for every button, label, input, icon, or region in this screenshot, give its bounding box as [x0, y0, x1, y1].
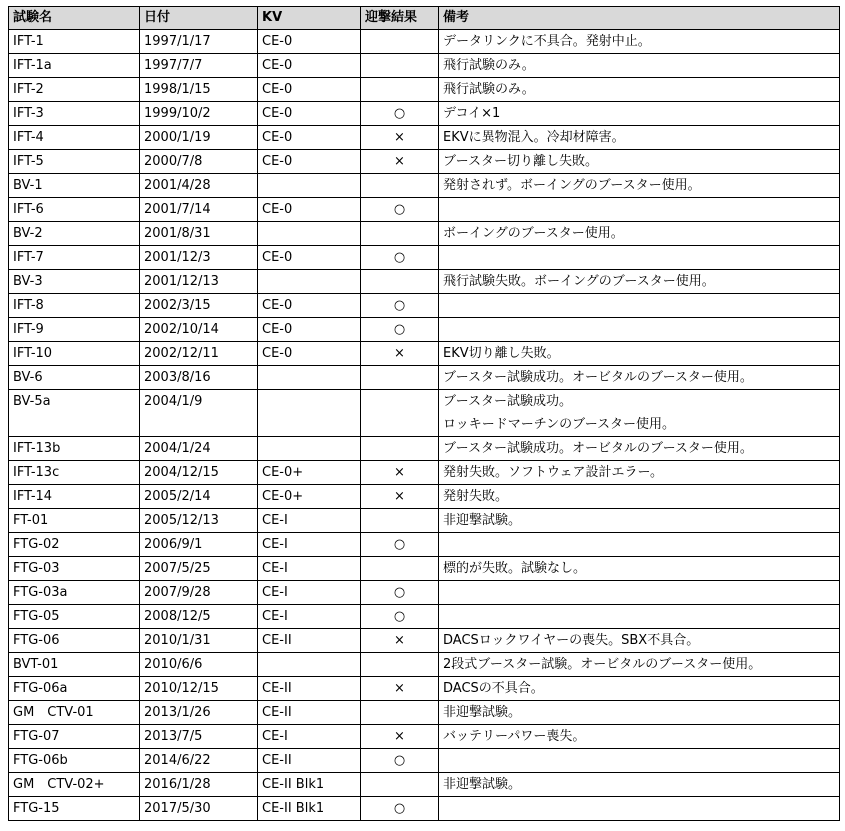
- notes-line: DACSの不具合。: [443, 681, 544, 696]
- intercept-result-cell: [361, 437, 439, 461]
- date-cell: 2001/12/3: [140, 246, 258, 270]
- test-name-cell: GM CTV-02+: [9, 773, 140, 797]
- notes-cell: [439, 797, 840, 821]
- notes-line: ロッキードマーチンのブースター使用。: [443, 417, 676, 432]
- intercept-result-cell: ×: [361, 677, 439, 701]
- test-name-cell: IFT-2: [9, 78, 140, 102]
- intercept-result-cell: ×: [361, 485, 439, 509]
- date-cell: 1997/7/7: [140, 54, 258, 78]
- date-cell: 2002/10/14: [140, 318, 258, 342]
- notes-cell: [439, 294, 840, 318]
- date-cell: 2001/8/31: [140, 222, 258, 246]
- date-cell: 1997/1/17: [140, 30, 258, 54]
- notes-cell: [439, 54, 840, 78]
- date-cell: 2008/12/5: [140, 605, 258, 629]
- kv-cell: CE-I: [258, 581, 361, 605]
- intercept-result-cell: ×: [361, 725, 439, 749]
- test-name-cell: FTG-02: [9, 533, 140, 557]
- notes-cell: [439, 102, 840, 126]
- notes-line: バッテリーパワー喪失。: [443, 729, 586, 744]
- notes-cell: [439, 174, 840, 198]
- intercept-result-cell: [361, 366, 439, 390]
- kv-cell: CE-II: [258, 701, 361, 725]
- intercept-result-cell: ×: [361, 342, 439, 366]
- table-row: [9, 557, 840, 581]
- notes-cell: [439, 557, 840, 581]
- table-row: [9, 773, 840, 797]
- table-row: [9, 174, 840, 198]
- table-row: [9, 605, 840, 629]
- kv-cell: CE-0: [258, 102, 361, 126]
- table-row: [9, 533, 840, 557]
- flight-test-table: [8, 6, 840, 821]
- date-cell: 2017/5/30: [140, 797, 258, 821]
- test-name-cell: IFT-10: [9, 342, 140, 366]
- intercept-result-cell: ○: [361, 318, 439, 342]
- test-name-cell: GM CTV-01: [9, 701, 140, 725]
- test-name-cell: BVT-01: [9, 653, 140, 677]
- table-row: [9, 222, 840, 246]
- notes-line: デコイ×1: [443, 106, 501, 121]
- table-row: [9, 485, 840, 509]
- header-date: 日付: [140, 7, 258, 30]
- test-name-cell: IFT-7: [9, 246, 140, 270]
- table-row: [9, 461, 840, 485]
- kv-cell: CE-II: [258, 749, 361, 773]
- kv-cell: [258, 653, 361, 677]
- kv-cell: [258, 174, 361, 198]
- intercept-result-cell: [361, 701, 439, 725]
- intercept-result-cell: [361, 78, 439, 102]
- notes-cell: [439, 437, 840, 461]
- test-name-cell: FTG-07: [9, 725, 140, 749]
- date-cell: 2004/1/9: [140, 390, 258, 437]
- table-row: [9, 725, 840, 749]
- intercept-result-cell: ×: [361, 150, 439, 174]
- notes-cell: [439, 342, 840, 366]
- notes-cell: [439, 677, 840, 701]
- kv-cell: CE-0: [258, 318, 361, 342]
- notes-line: 飛行試験のみ。: [443, 82, 535, 97]
- table-row: [9, 78, 840, 102]
- date-cell: 2004/12/15: [140, 461, 258, 485]
- intercept-result-cell: ○: [361, 198, 439, 222]
- kv-cell: CE-0+: [258, 461, 361, 485]
- kv-cell: CE-0: [258, 294, 361, 318]
- intercept-result-cell: [361, 557, 439, 581]
- test-name-cell: FTG-03a: [9, 581, 140, 605]
- notes-cell: [439, 366, 840, 390]
- intercept-result-cell: [361, 773, 439, 797]
- kv-cell: CE-0: [258, 126, 361, 150]
- intercept-result-cell: ○: [361, 533, 439, 557]
- kv-cell: CE-II Blk1: [258, 797, 361, 821]
- test-name-cell: BV-1: [9, 174, 140, 198]
- table-row: [9, 629, 840, 653]
- kv-cell: CE-0: [258, 246, 361, 270]
- notes-cell: [439, 246, 840, 270]
- date-cell: 2001/12/13: [140, 270, 258, 294]
- notes-line: EKVに異物混入。冷却材障害。: [443, 130, 625, 145]
- kv-cell: CE-I: [258, 557, 361, 581]
- notes-cell: [439, 150, 840, 174]
- header-row: [9, 7, 840, 30]
- intercept-result-cell: ○: [361, 605, 439, 629]
- date-cell: 2002/12/11: [140, 342, 258, 366]
- intercept-result-cell: ×: [361, 629, 439, 653]
- kv-cell: [258, 390, 361, 437]
- date-cell: 2007/9/28: [140, 581, 258, 605]
- intercept-result-cell: [361, 222, 439, 246]
- date-cell: 2013/7/5: [140, 725, 258, 749]
- test-name-cell: IFT-6: [9, 198, 140, 222]
- header-intercept-result: 迎撃結果: [361, 7, 439, 30]
- date-cell: 2016/1/28: [140, 773, 258, 797]
- date-cell: 2013/1/26: [140, 701, 258, 725]
- test-name-cell: FTG-06: [9, 629, 140, 653]
- kv-cell: CE-0: [258, 30, 361, 54]
- table-row: [9, 54, 840, 78]
- notes-line: 発射されず。ボーイングのブースター使用。: [443, 178, 701, 193]
- date-cell: 1999/10/2: [140, 102, 258, 126]
- date-cell: 2005/2/14: [140, 485, 258, 509]
- test-name-cell: BV-3: [9, 270, 140, 294]
- notes-cell: [439, 653, 840, 677]
- notes-line: 2段式ブースター試験。オービタルのブースター使用。: [443, 657, 762, 672]
- date-cell: 2005/12/13: [140, 509, 258, 533]
- kv-cell: CE-0: [258, 198, 361, 222]
- notes-cell: [439, 605, 840, 629]
- notes-line: 飛行試験失敗。ボーイングのブースター使用。: [443, 274, 715, 289]
- notes-line: 発射失敗。: [443, 489, 509, 504]
- date-cell: 2007/5/25: [140, 557, 258, 581]
- notes-cell: [439, 461, 840, 485]
- date-cell: 2014/6/22: [140, 749, 258, 773]
- kv-cell: [258, 270, 361, 294]
- kv-cell: CE-I: [258, 509, 361, 533]
- test-name-cell: BV-5a: [9, 390, 140, 437]
- notes-line: 発射失敗。ソフトウェア設計エラー。: [443, 465, 663, 480]
- table-row: [9, 749, 840, 773]
- test-name-cell: IFT-14: [9, 485, 140, 509]
- kv-cell: CE-I: [258, 533, 361, 557]
- test-name-cell: IFT-1: [9, 30, 140, 54]
- notes-line: EKV切り離し失敗。: [443, 346, 560, 361]
- notes-cell: [439, 701, 840, 725]
- kv-cell: CE-0: [258, 78, 361, 102]
- kv-cell: CE-0: [258, 342, 361, 366]
- intercept-result-cell: [361, 54, 439, 78]
- intercept-result-cell: ×: [361, 126, 439, 150]
- table-row: [9, 126, 840, 150]
- date-cell: 2006/9/1: [140, 533, 258, 557]
- notes-cell: [439, 509, 840, 533]
- intercept-result-cell: ○: [361, 102, 439, 126]
- date-cell: 2004/1/24: [140, 437, 258, 461]
- date-cell: 2002/3/15: [140, 294, 258, 318]
- table-row: [9, 390, 840, 437]
- test-name-cell: FTG-06b: [9, 749, 140, 773]
- date-cell: 2000/1/19: [140, 126, 258, 150]
- test-name-cell: BV-2: [9, 222, 140, 246]
- intercept-result-cell: [361, 270, 439, 294]
- notes-cell: [439, 533, 840, 557]
- intercept-result-cell: ○: [361, 581, 439, 605]
- notes-cell: [439, 629, 840, 653]
- test-name-cell: IFT-5: [9, 150, 140, 174]
- notes-line: 非迎撃試験。: [443, 705, 522, 720]
- test-name-cell: IFT-3: [9, 102, 140, 126]
- table-row: [9, 150, 840, 174]
- header-test-name: 試験名: [9, 7, 140, 30]
- kv-cell: CE-I: [258, 605, 361, 629]
- test-name-cell: IFT-4: [9, 126, 140, 150]
- test-name-cell: FTG-15: [9, 797, 140, 821]
- kv-cell: [258, 222, 361, 246]
- date-cell: 2010/12/15: [140, 677, 258, 701]
- intercept-result-cell: ○: [361, 797, 439, 821]
- test-name-cell: FTG-03: [9, 557, 140, 581]
- notes-cell: [439, 318, 840, 342]
- notes-line: 飛行試験のみ。: [443, 58, 535, 73]
- header-notes: 備考: [439, 7, 840, 30]
- kv-cell: CE-0+: [258, 485, 361, 509]
- date-cell: 2001/7/14: [140, 198, 258, 222]
- notes-line: ブースター試験成功。オービタルのブースター使用。: [443, 370, 753, 385]
- intercept-result-cell: [361, 30, 439, 54]
- test-name-cell: IFT-13b: [9, 437, 140, 461]
- notes-line: ブースター切り離し失敗。: [443, 154, 598, 169]
- table-row: [9, 797, 840, 821]
- kv-cell: [258, 437, 361, 461]
- table-row: [9, 198, 840, 222]
- notes-cell: [439, 126, 840, 150]
- date-cell: 2003/8/16: [140, 366, 258, 390]
- table-row: [9, 318, 840, 342]
- notes-cell: [439, 749, 840, 773]
- notes-cell: [439, 222, 840, 246]
- table-row: [9, 270, 840, 294]
- test-name-cell: FTG-05: [9, 605, 140, 629]
- test-name-cell: FTG-06a: [9, 677, 140, 701]
- intercept-result-cell: ○: [361, 246, 439, 270]
- kv-cell: CE-II: [258, 629, 361, 653]
- kv-cell: CE-II Blk1: [258, 773, 361, 797]
- table-row: [9, 342, 840, 366]
- table-row: [9, 30, 840, 54]
- table-row: [9, 366, 840, 390]
- table-row: [9, 102, 840, 126]
- notes-line: データリンクに不具合。発射中止。: [443, 34, 651, 49]
- notes-cell: [439, 390, 840, 437]
- notes-cell: [439, 581, 840, 605]
- notes-line: ブースター試験成功。オービタルのブースター使用。: [443, 441, 753, 456]
- notes-cell: [439, 725, 840, 749]
- notes-cell: [439, 78, 840, 102]
- table-body: [9, 30, 840, 821]
- test-name-cell: IFT-9: [9, 318, 140, 342]
- intercept-result-cell: ○: [361, 749, 439, 773]
- test-name-cell: FT-01: [9, 509, 140, 533]
- table-row: [9, 437, 840, 461]
- intercept-result-cell: [361, 509, 439, 533]
- notes-cell: [439, 30, 840, 54]
- header-kv: KV: [258, 7, 361, 30]
- notes-cell: [439, 198, 840, 222]
- notes-cell: [439, 773, 840, 797]
- notes-line: 非迎撃試験。: [443, 513, 522, 528]
- notes-cell: [439, 270, 840, 294]
- kv-cell: CE-I: [258, 725, 361, 749]
- table-row: [9, 581, 840, 605]
- test-name-cell: BV-6: [9, 366, 140, 390]
- date-cell: 2010/6/6: [140, 653, 258, 677]
- kv-cell: CE-0: [258, 54, 361, 78]
- notes-line: 標的が失敗。試験なし。: [443, 561, 587, 576]
- table-row: [9, 294, 840, 318]
- notes-line: ブースター試験成功。: [443, 394, 572, 409]
- table-row: [9, 653, 840, 677]
- intercept-result-cell: ×: [361, 461, 439, 485]
- table-row: [9, 246, 840, 270]
- date-cell: 2001/4/28: [140, 174, 258, 198]
- date-cell: 2010/1/31: [140, 629, 258, 653]
- intercept-result-cell: [361, 174, 439, 198]
- test-name-cell: IFT-1a: [9, 54, 140, 78]
- intercept-result-cell: [361, 390, 439, 437]
- intercept-result-cell: ○: [361, 294, 439, 318]
- notes-line: DACSロックワイヤーの喪失。SBX不具合。: [443, 633, 700, 648]
- kv-cell: CE-0: [258, 150, 361, 174]
- notes-line: ボーイングのブースター使用。: [443, 226, 624, 241]
- test-name-cell: IFT-8: [9, 294, 140, 318]
- date-cell: 1998/1/15: [140, 78, 258, 102]
- notes-line: 非迎撃試験。: [443, 777, 522, 792]
- table-row: [9, 701, 840, 725]
- test-name-cell: IFT-13c: [9, 461, 140, 485]
- kv-cell: [258, 366, 361, 390]
- kv-cell: CE-II: [258, 677, 361, 701]
- notes-cell: [439, 485, 840, 509]
- table-row: [9, 509, 840, 533]
- date-cell: 2000/7/8: [140, 150, 258, 174]
- table-row: [9, 677, 840, 701]
- intercept-result-cell: [361, 653, 439, 677]
